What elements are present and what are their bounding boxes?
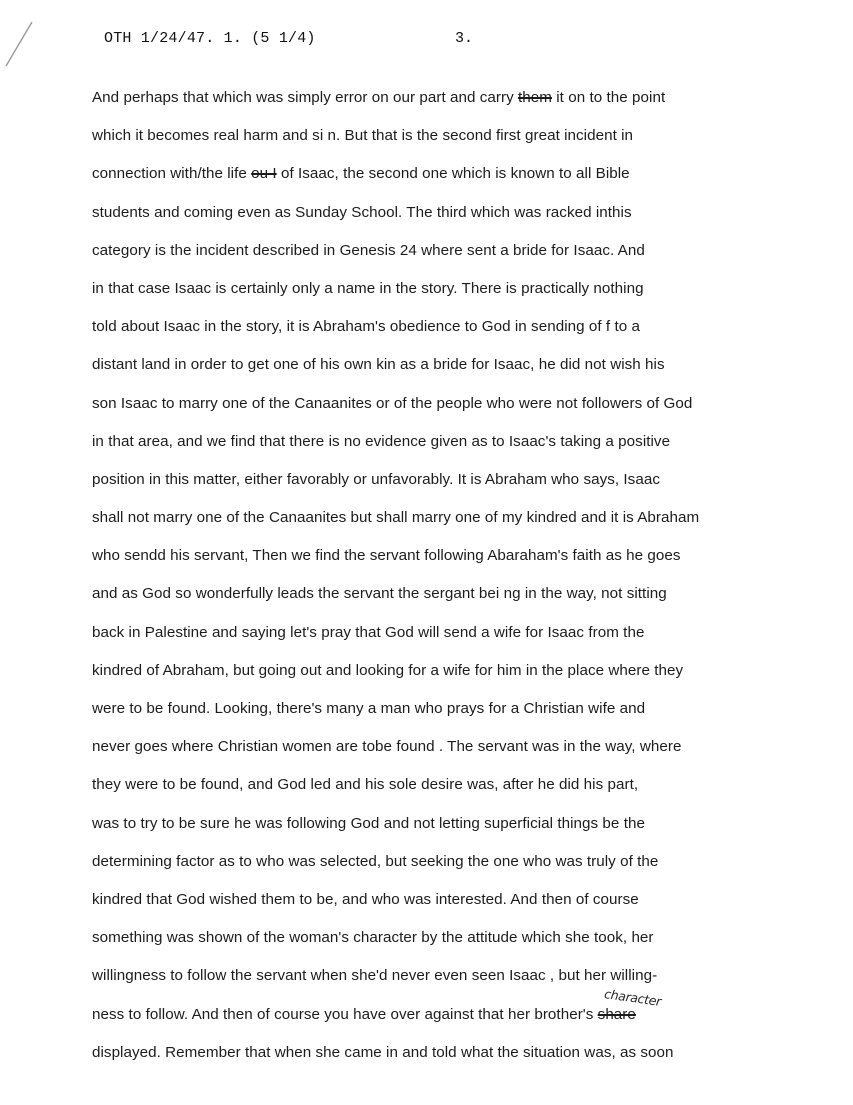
text-line bbox=[92, 965, 832, 1003]
text-line bbox=[92, 851, 832, 889]
text-segment: kindred that God wished them to be, and who was interested. And then of course bbox=[92, 890, 639, 908]
document-reference-header: OTH 1/24/47. 1. (5 1/4) bbox=[104, 30, 316, 47]
text-segment: it on to the point bbox=[551, 89, 666, 106]
text-line bbox=[92, 698, 832, 736]
text-line bbox=[92, 927, 832, 965]
text-segment: willingness to follow the servant when she'd never even seen Isaac , but her willing- bbox=[92, 967, 658, 985]
text-line bbox=[92, 87, 832, 125]
text-line bbox=[92, 240, 832, 278]
text-line bbox=[92, 889, 832, 927]
text-segment: position in this matter, either favorably or unfavorably. It is Abraham who says, Isaac bbox=[92, 470, 660, 488]
text-segment: students and coming even as Sunday School. The third which was racked inthis bbox=[92, 203, 632, 221]
struck-out-text: them bbox=[518, 89, 552, 106]
text-segment: And perhaps that which was simply error on our part and carry bbox=[92, 89, 519, 106]
text-line bbox=[92, 985, 832, 1042]
text-line bbox=[92, 813, 832, 851]
text-segment: category is the incident described in Genesis 24 where sent a bride for Isaac. And bbox=[92, 241, 645, 259]
text-segment: never goes where Christian women are tobe found . The servant was in the way, where bbox=[92, 738, 682, 756]
text-segment: and as God so wonderfully leads the servant the sergant bei ng in the way, not sitting bbox=[92, 585, 667, 603]
text-line bbox=[92, 660, 832, 698]
text-segment: son Isaac to marry one of the Canaanites or of the people who were not followers of God bbox=[92, 394, 693, 412]
text-segment: shall not marry one of the Canaanites but shall marry one of my kindred and it is Abraham bbox=[92, 509, 700, 527]
text-line bbox=[92, 583, 832, 621]
text-line bbox=[92, 736, 832, 774]
text-line bbox=[92, 545, 832, 583]
text-segment: ness to follow. And then of course you have over against that her brother's bbox=[92, 1005, 598, 1023]
text-line bbox=[92, 163, 832, 201]
page-number: 3. bbox=[455, 30, 474, 47]
transcript-body bbox=[92, 87, 832, 1080]
text-segment: connection with/the life bbox=[92, 165, 252, 183]
text-line bbox=[92, 431, 832, 469]
text-segment: kindred of Abraham, but going out and looking for a wife for him in the place where they bbox=[92, 661, 684, 679]
text-line bbox=[92, 393, 832, 431]
text-segment: back in Palestine and saying let's pray that God will send a wife for Isaac from the bbox=[92, 623, 645, 641]
text-segment: which it becomes real harm and si n. But that is the second first great incident in bbox=[92, 127, 634, 145]
text-line bbox=[92, 278, 832, 316]
text-segment: of Isaac, the second one which is known to all Bible bbox=[276, 165, 630, 183]
text-segment: something was shown of the woman's character by the attitude which she took, her bbox=[92, 929, 654, 947]
text-segment: in that case Isaac is certainly only a name in the story. There is practically nothing bbox=[92, 279, 644, 297]
text-line bbox=[92, 354, 832, 392]
text-segment: was to try to be sure he was following God and not letting superficial things be the bbox=[92, 814, 645, 832]
text-line bbox=[92, 469, 832, 507]
struck-out-text: share bbox=[597, 1005, 636, 1023]
text-line bbox=[92, 774, 832, 812]
handwritten-correction bbox=[597, 985, 662, 1026]
text-segment: in that area, and we find that there is no evidence given as to Isaac's taking a positive bbox=[92, 432, 671, 450]
text-line bbox=[92, 507, 832, 545]
text-line bbox=[92, 125, 832, 163]
text-line bbox=[92, 202, 832, 240]
handwritten-note: character bbox=[602, 985, 662, 1009]
text-segment: they were to be found, and God led and his sole desire was, after he did his part, bbox=[92, 776, 639, 794]
text-segment: who sendd his servant, Then we find the servant following Abaraham's faith as he goes bbox=[92, 547, 681, 565]
text-segment: distant land in order to get one of his own kin as a bride for Isaac, he did not wish his bbox=[92, 356, 665, 374]
text-segment: told about Isaac in the story, it is Abraham's obedience to God in sending of f to a bbox=[92, 318, 640, 336]
text-segment: were to be found. Looking, there's many a man who prays for a Christian wife and bbox=[92, 700, 646, 717]
text-line bbox=[92, 622, 832, 660]
struck-out-text: ou I bbox=[251, 165, 277, 183]
text-line bbox=[92, 316, 832, 354]
text-segment: displayed. Remember that when she came in and told what the situation was, as soon bbox=[92, 1043, 674, 1061]
text-segment: determining factor as to who was selected, but seeking the one who was truly of the bbox=[92, 852, 659, 870]
pencil-margin-mark bbox=[2, 20, 42, 68]
text-line bbox=[92, 1042, 832, 1080]
